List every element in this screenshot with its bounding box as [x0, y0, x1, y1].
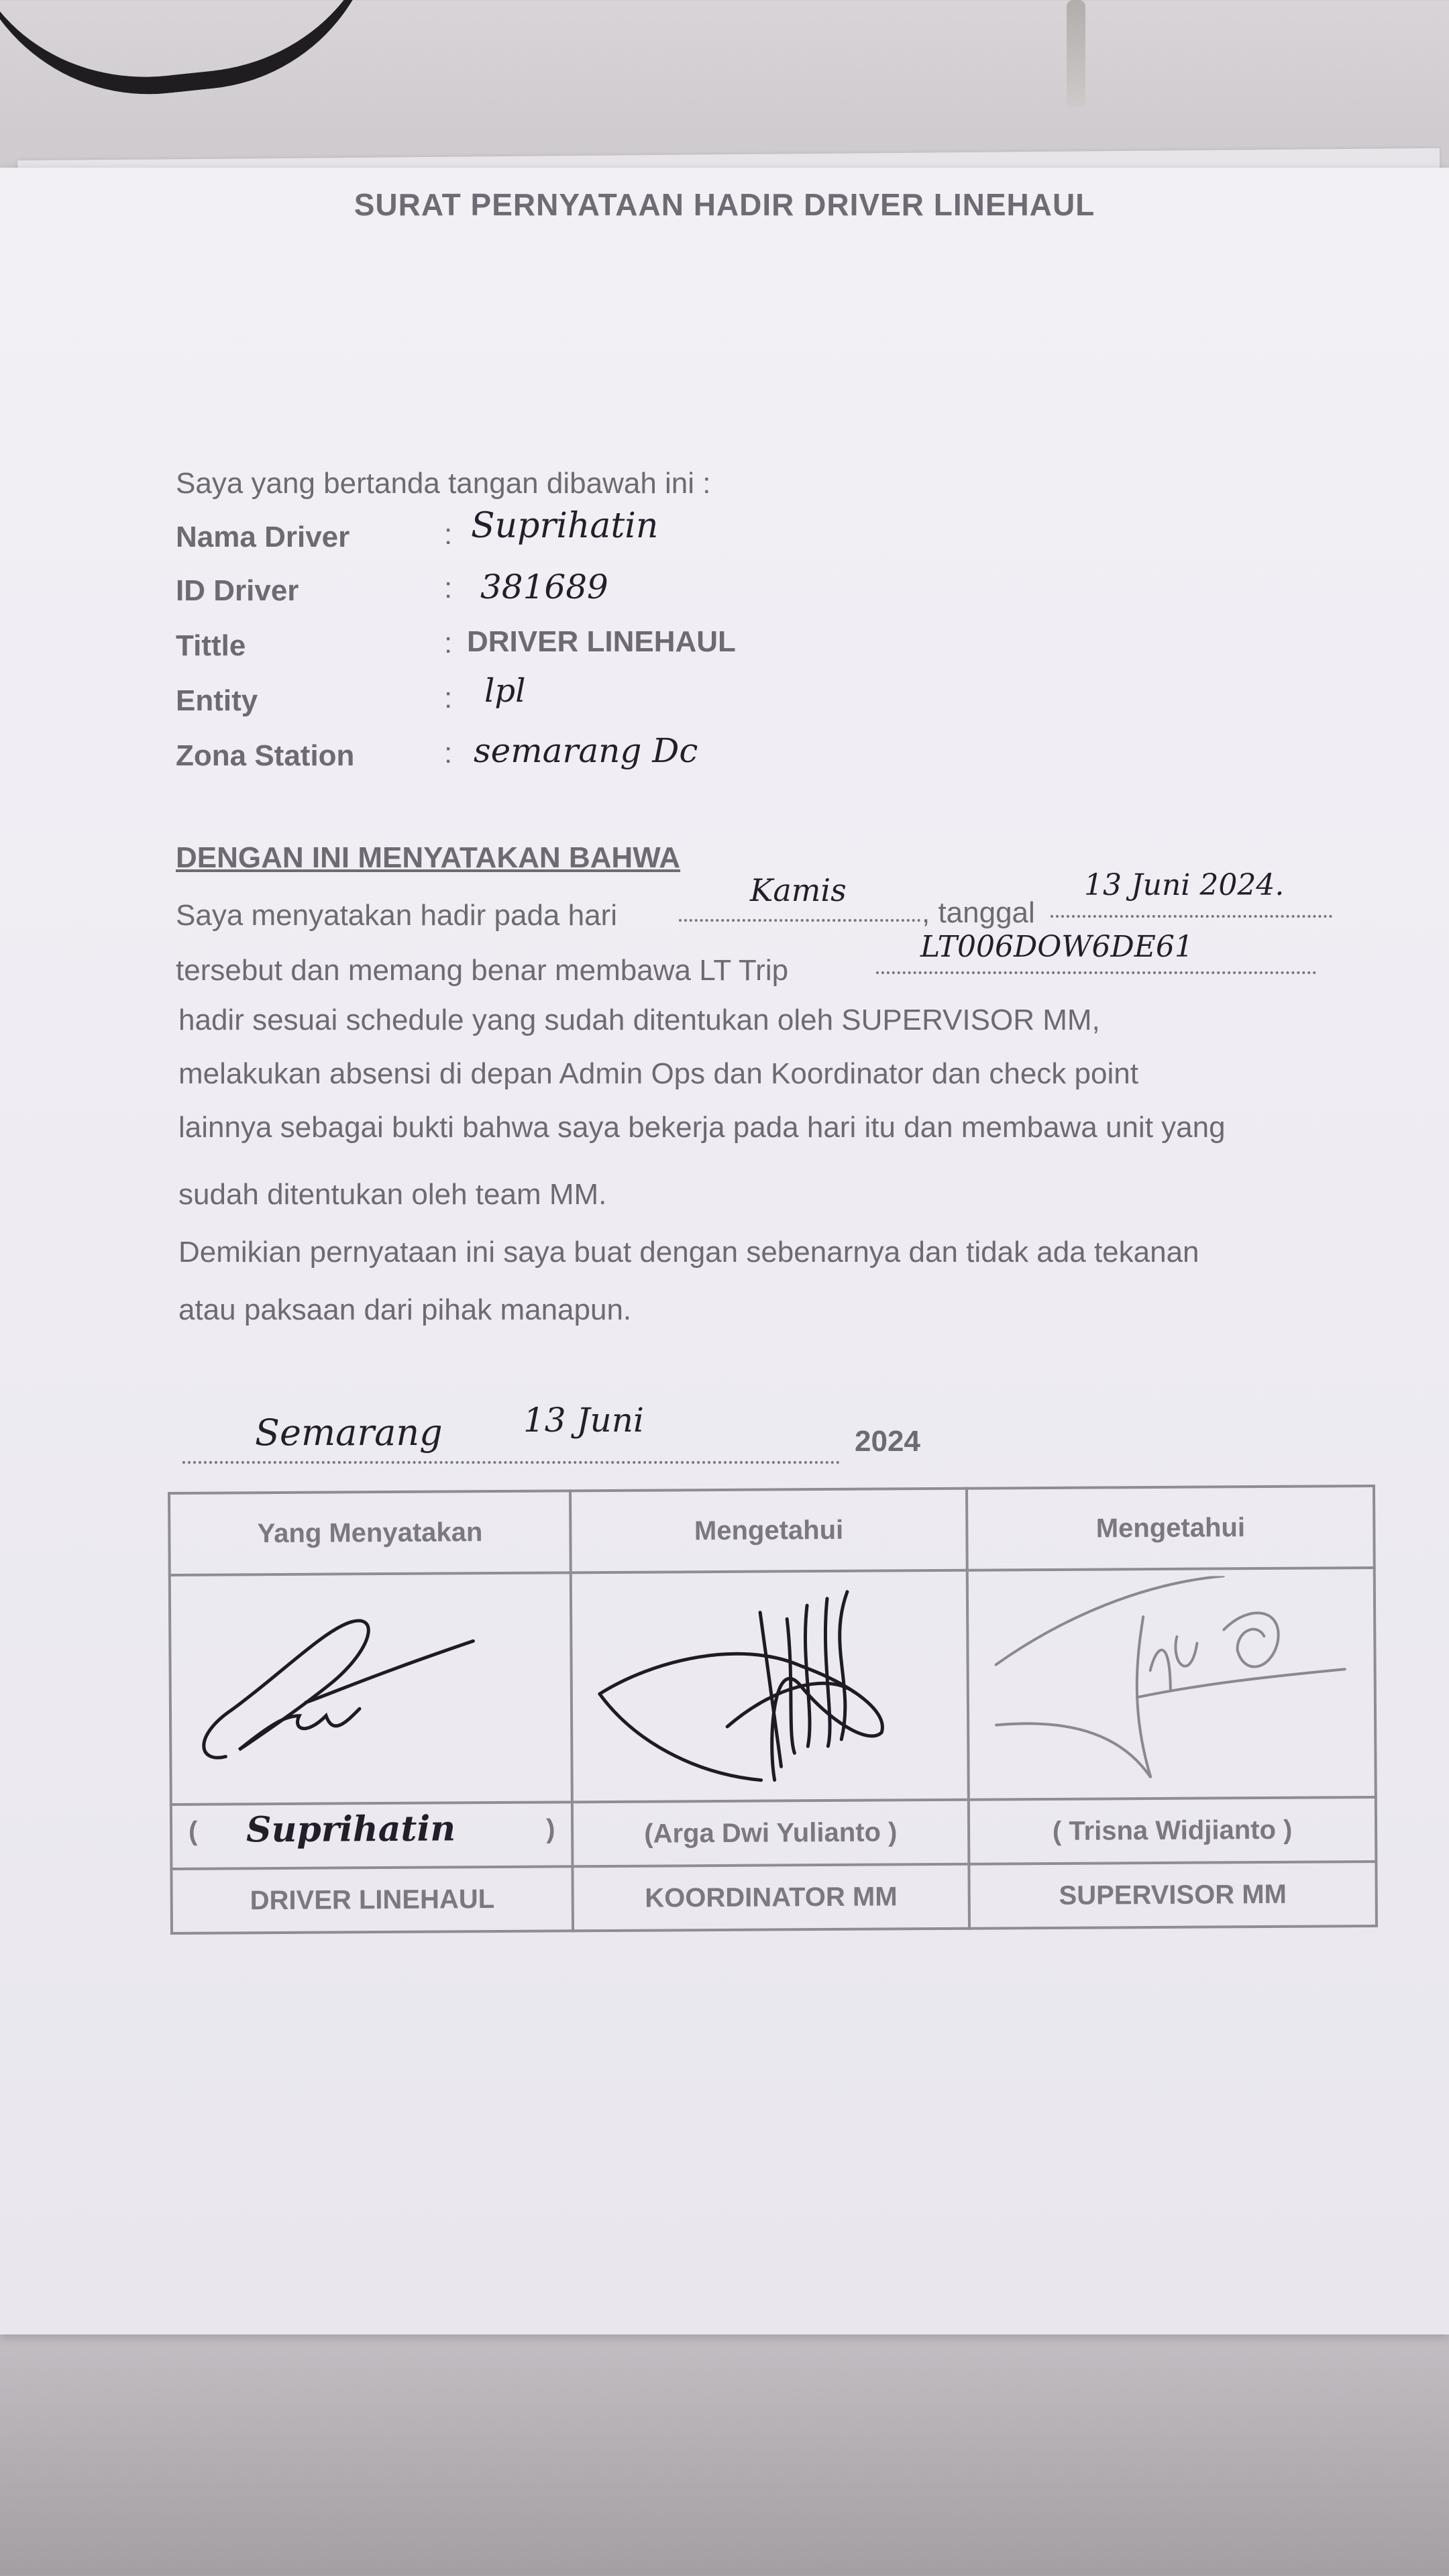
intro-text: Saya yang bertanda tangan dibawah ini : [176, 467, 711, 500]
paren-left: ( [188, 1816, 198, 1846]
signature-header: Mengetahui [967, 1486, 1375, 1570]
declaration-heading: DENGAN INI MENYATAKAN BAHWA [176, 841, 681, 874]
field-value-tittle: DRIVER LINEHAUL [467, 625, 736, 658]
signature-header: Mengetahui [570, 1489, 967, 1573]
field-separator: : [444, 572, 453, 604]
body-line: Demikian pernyataan ini saya buat dengan sebenarnya dan tidak ada tekanan [178, 1236, 1199, 1269]
signature-table [168, 1485, 1378, 1935]
field-label-zona-station: Zona Station [176, 739, 355, 772]
dotted-line-day [679, 919, 920, 922]
field-separator: : [444, 518, 453, 551]
signature-cell-driver [170, 1572, 572, 1805]
signature-header: Yang Menyatakan [169, 1491, 571, 1575]
document-title: SURAT PERNYATAAN HADIR DRIVER LINEHAUL [354, 187, 1095, 222]
signatory-name-koordinator: (Arga Dwi Yulianto ) [572, 1800, 969, 1867]
dotted-line-place-date [182, 1461, 840, 1464]
handwritten-trip: LT006DOW6DE61 [920, 930, 1193, 964]
signature-supervisor [969, 1575, 1359, 1792]
signature-driver [171, 1580, 548, 1797]
body-line: lainnya sebagai bukti bahwa saya bekerja pada hari itu dan membawa unit yang [178, 1111, 1226, 1144]
cable-shadow [0, 0, 398, 113]
body-line: melakukan absensi di depan Admin Ops dan Koordinator dan check point [178, 1057, 1138, 1090]
statement-line2-prefix: tersebut dan memang benar membawa LT Trip [176, 954, 789, 987]
field-label-tittle: Tittle [176, 629, 246, 662]
signatory-name-driver-handwritten: Suprihatin [246, 1808, 456, 1851]
background-mark [1067, 0, 1085, 107]
field-separator: : [444, 682, 453, 714]
signatory-name-supervisor: ( Trisna Widjianto ) [969, 1797, 1376, 1864]
statement-line1-mid: , tanggal [922, 896, 1035, 929]
field-value-id-driver: 381689 [480, 568, 608, 606]
statement-line1-prefix: Saya menyatakan hadir pada hari [176, 899, 617, 932]
paren-right: ) [545, 1814, 555, 1844]
field-label-nama-driver: Nama Driver [176, 521, 350, 553]
field-value-zona-station: semarang Dc [474, 731, 698, 770]
body-line: atau paksaan dari pihak manapun. [178, 1293, 632, 1326]
field-separator: : [444, 737, 453, 769]
handwritten-place-date: 13 Juni [523, 1401, 644, 1440]
signatory-role-driver: DRIVER LINEHAUL [171, 1866, 573, 1933]
signatory-role-koordinator: KOORDINATOR MM [573, 1864, 969, 1931]
body-line: sudah ditentukan oleh team MM. [178, 1178, 607, 1211]
handwritten-date: 13 Juni 2024. [1084, 868, 1285, 902]
body-line: hadir sesuai schedule yang sudah ditentukan oleh SUPERVISOR MM, [178, 1004, 1100, 1036]
signature-koordinator [572, 1578, 949, 1794]
dotted-line-date [1051, 915, 1332, 918]
signature-cell-supervisor [967, 1568, 1376, 1800]
signatory-role-supervisor: SUPERVISOR MM [969, 1862, 1376, 1929]
field-label-id-driver: ID Driver [176, 574, 299, 607]
field-separator: : [444, 627, 453, 659]
signature-cell-koordinator [571, 1570, 969, 1803]
field-value-nama-driver: Suprihatin [471, 506, 659, 546]
field-value-entity: lpl [484, 672, 526, 710]
signatory-name-driver [171, 1802, 573, 1869]
dotted-line-trip [876, 971, 1316, 974]
place-date-year: 2024 [855, 1425, 920, 1458]
field-label-entity: Entity [176, 684, 258, 717]
handwritten-place: Semarang [255, 1411, 443, 1454]
handwritten-day: Kamis [750, 872, 847, 908]
